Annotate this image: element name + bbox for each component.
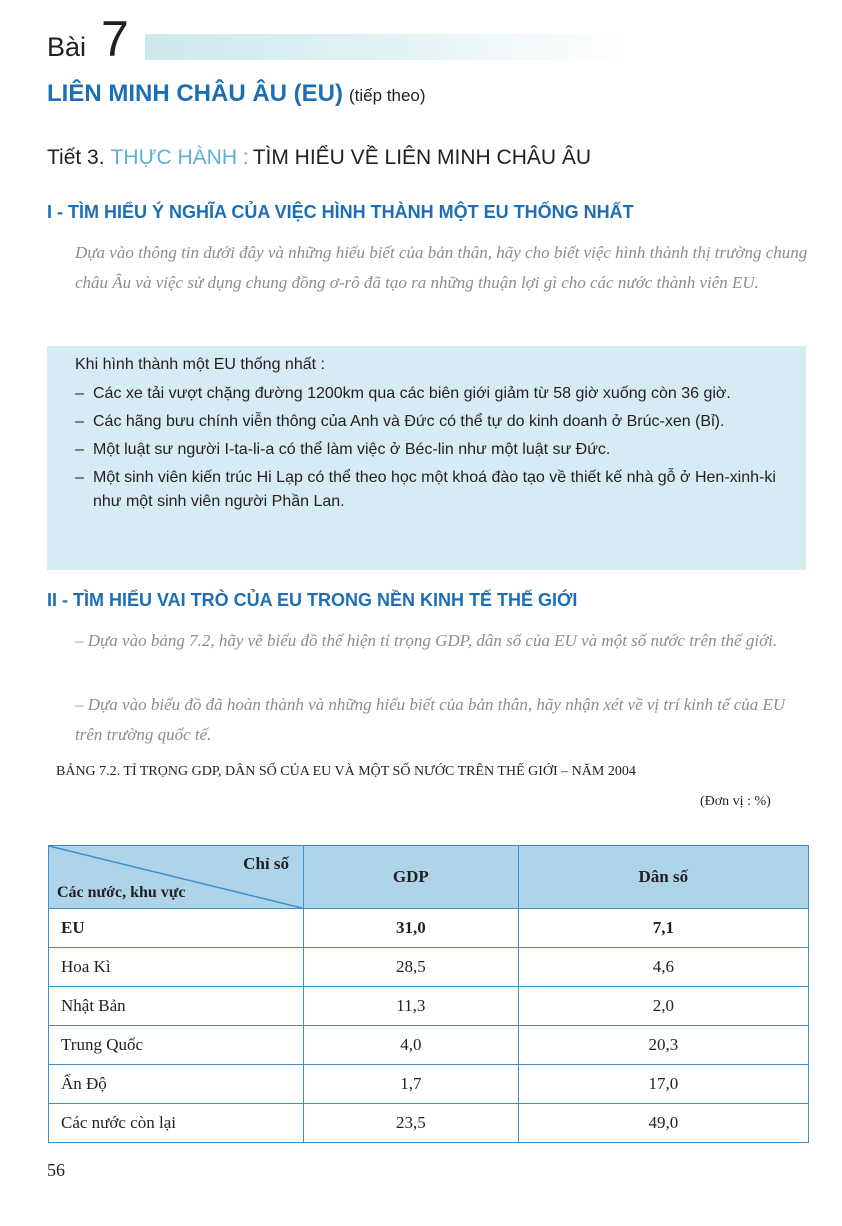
lesson-header <box>47 10 807 72</box>
table-row <box>49 1026 809 1065</box>
gdp-cell: 23,5 <box>304 1104 519 1143</box>
section-2-instruction-1: – Dựa vào bảng 7.2, hãy vẽ biểu đồ thể hiện tỉ trọng GDP, dân số của EU và một số nước trên thế giới. <box>75 631 778 650</box>
population-cell: 7,1 <box>518 909 808 948</box>
gdp-cell: 28,5 <box>304 948 519 987</box>
corner-bottom-label: Các nước, khu vực <box>57 884 186 901</box>
table-corner-cell <box>49 846 304 909</box>
table-row <box>49 987 809 1026</box>
table-unit: (Đơn vị : %) <box>700 794 771 809</box>
gdp-cell: 1,7 <box>304 1065 519 1104</box>
period-topic: TÌM HIỂU VỀ LIÊN MINH CHÂU ÂU <box>252 146 592 169</box>
page-number: 56 <box>47 1160 65 1180</box>
column-header-gdp: GDP <box>304 846 519 909</box>
section-2-instruction-2: – Dựa vào biểu đồ đã hoàn thành và những hiểu biết của bản thân, hãy nhận xét về vị trí kinh tế của EU trên trường quốc tế. <box>75 695 786 744</box>
table-header-row <box>49 846 809 909</box>
info-box-list <box>75 382 795 518</box>
info-box-item: – Các hãng bưu chính viễn thông của Anh và Đức có thể tự do kinh doanh ở Brúc-xen (Bỉ). <box>75 410 795 434</box>
region-cell: EU <box>49 909 304 948</box>
lesson-title <box>47 80 426 108</box>
population-cell: 20,3 <box>518 1026 808 1065</box>
table-row <box>49 1065 809 1104</box>
population-cell: 4,6 <box>518 948 808 987</box>
region-cell: Hoa Kì <box>49 948 304 987</box>
table-caption: BẢNG 7.2. TỈ TRỌNG GDP, DÂN SỐ CỦA EU VÀ MỘT SỐ NƯỚC TRÊN THẾ GIỚI – NĂM 2004 <box>56 764 636 779</box>
section-2-heading: II - TÌM HIỂU VAI TRÒ CỦA EU TRONG NỀN KINH TẾ THẾ GIỚI <box>47 590 578 610</box>
period-practice-label: THỰC HÀNH : <box>110 146 249 169</box>
decorative-banner <box>145 34 625 60</box>
period-title <box>47 146 591 170</box>
gdp-cell: 31,0 <box>304 909 519 948</box>
table-row <box>49 948 809 987</box>
lesson-label: Bài <box>47 32 87 62</box>
lesson-number: 7 <box>101 11 129 67</box>
data-table <box>48 845 809 1143</box>
info-box-item: – Các xe tải vượt chặng đường 1200km qua các biên giới giảm từ 58 giờ xuống còn 36 giờ. <box>75 382 795 406</box>
population-cell: 2,0 <box>518 987 808 1026</box>
lesson-title-suffix: (tiếp theo) <box>348 86 426 105</box>
region-cell: Ấn Độ <box>49 1065 304 1104</box>
info-box-intro: Khi hình thành một EU thống nhất : <box>75 356 325 373</box>
region-cell: Các nước còn lại <box>49 1104 304 1143</box>
population-cell: 17,0 <box>518 1065 808 1104</box>
section-1-heading: I - TÌM HIỂU Ý NGHĨA CỦA VIỆC HÌNH THÀNH MỘT EU THỐNG NHẤT <box>47 202 634 222</box>
corner-top-label: Chỉ số <box>243 854 289 873</box>
info-box-item: – Một luật sư người I-ta-li-a có thể làm việc ở Béc-lin như một luật sư Đức. <box>75 438 795 462</box>
period-prefix: Tiết 3. <box>47 146 105 169</box>
section-1-instruction: Dựa vào thông tin dưới đây và những hiểu biết của bản thân, hãy cho biết việc hình thành thị trường chung châu Âu và việc sử dụng chung đồng ơ-rô đã tạo ra những thuận lợi gì cho các nước thành viên EU. <box>75 243 808 292</box>
table-row <box>49 909 809 948</box>
lesson-title-text: LIÊN MINH CHÂU ÂU (EU) <box>47 80 343 107</box>
population-cell: 49,0 <box>518 1104 808 1143</box>
info-box-item: – Một sinh viên kiến trúc Hi Lạp có thể theo học một khoá đào tạo về thiết kế nhà gỗ ở Hen-xinh-ki như một sinh viên người Phần Lan. <box>75 466 795 514</box>
gdp-cell: 4,0 <box>304 1026 519 1065</box>
region-cell: Nhật Bản <box>49 987 304 1026</box>
info-box <box>47 346 806 570</box>
table-row <box>49 1104 809 1143</box>
column-header-population: Dân số <box>518 846 808 909</box>
region-cell: Trung Quốc <box>49 1026 304 1065</box>
gdp-cell: 11,3 <box>304 987 519 1026</box>
